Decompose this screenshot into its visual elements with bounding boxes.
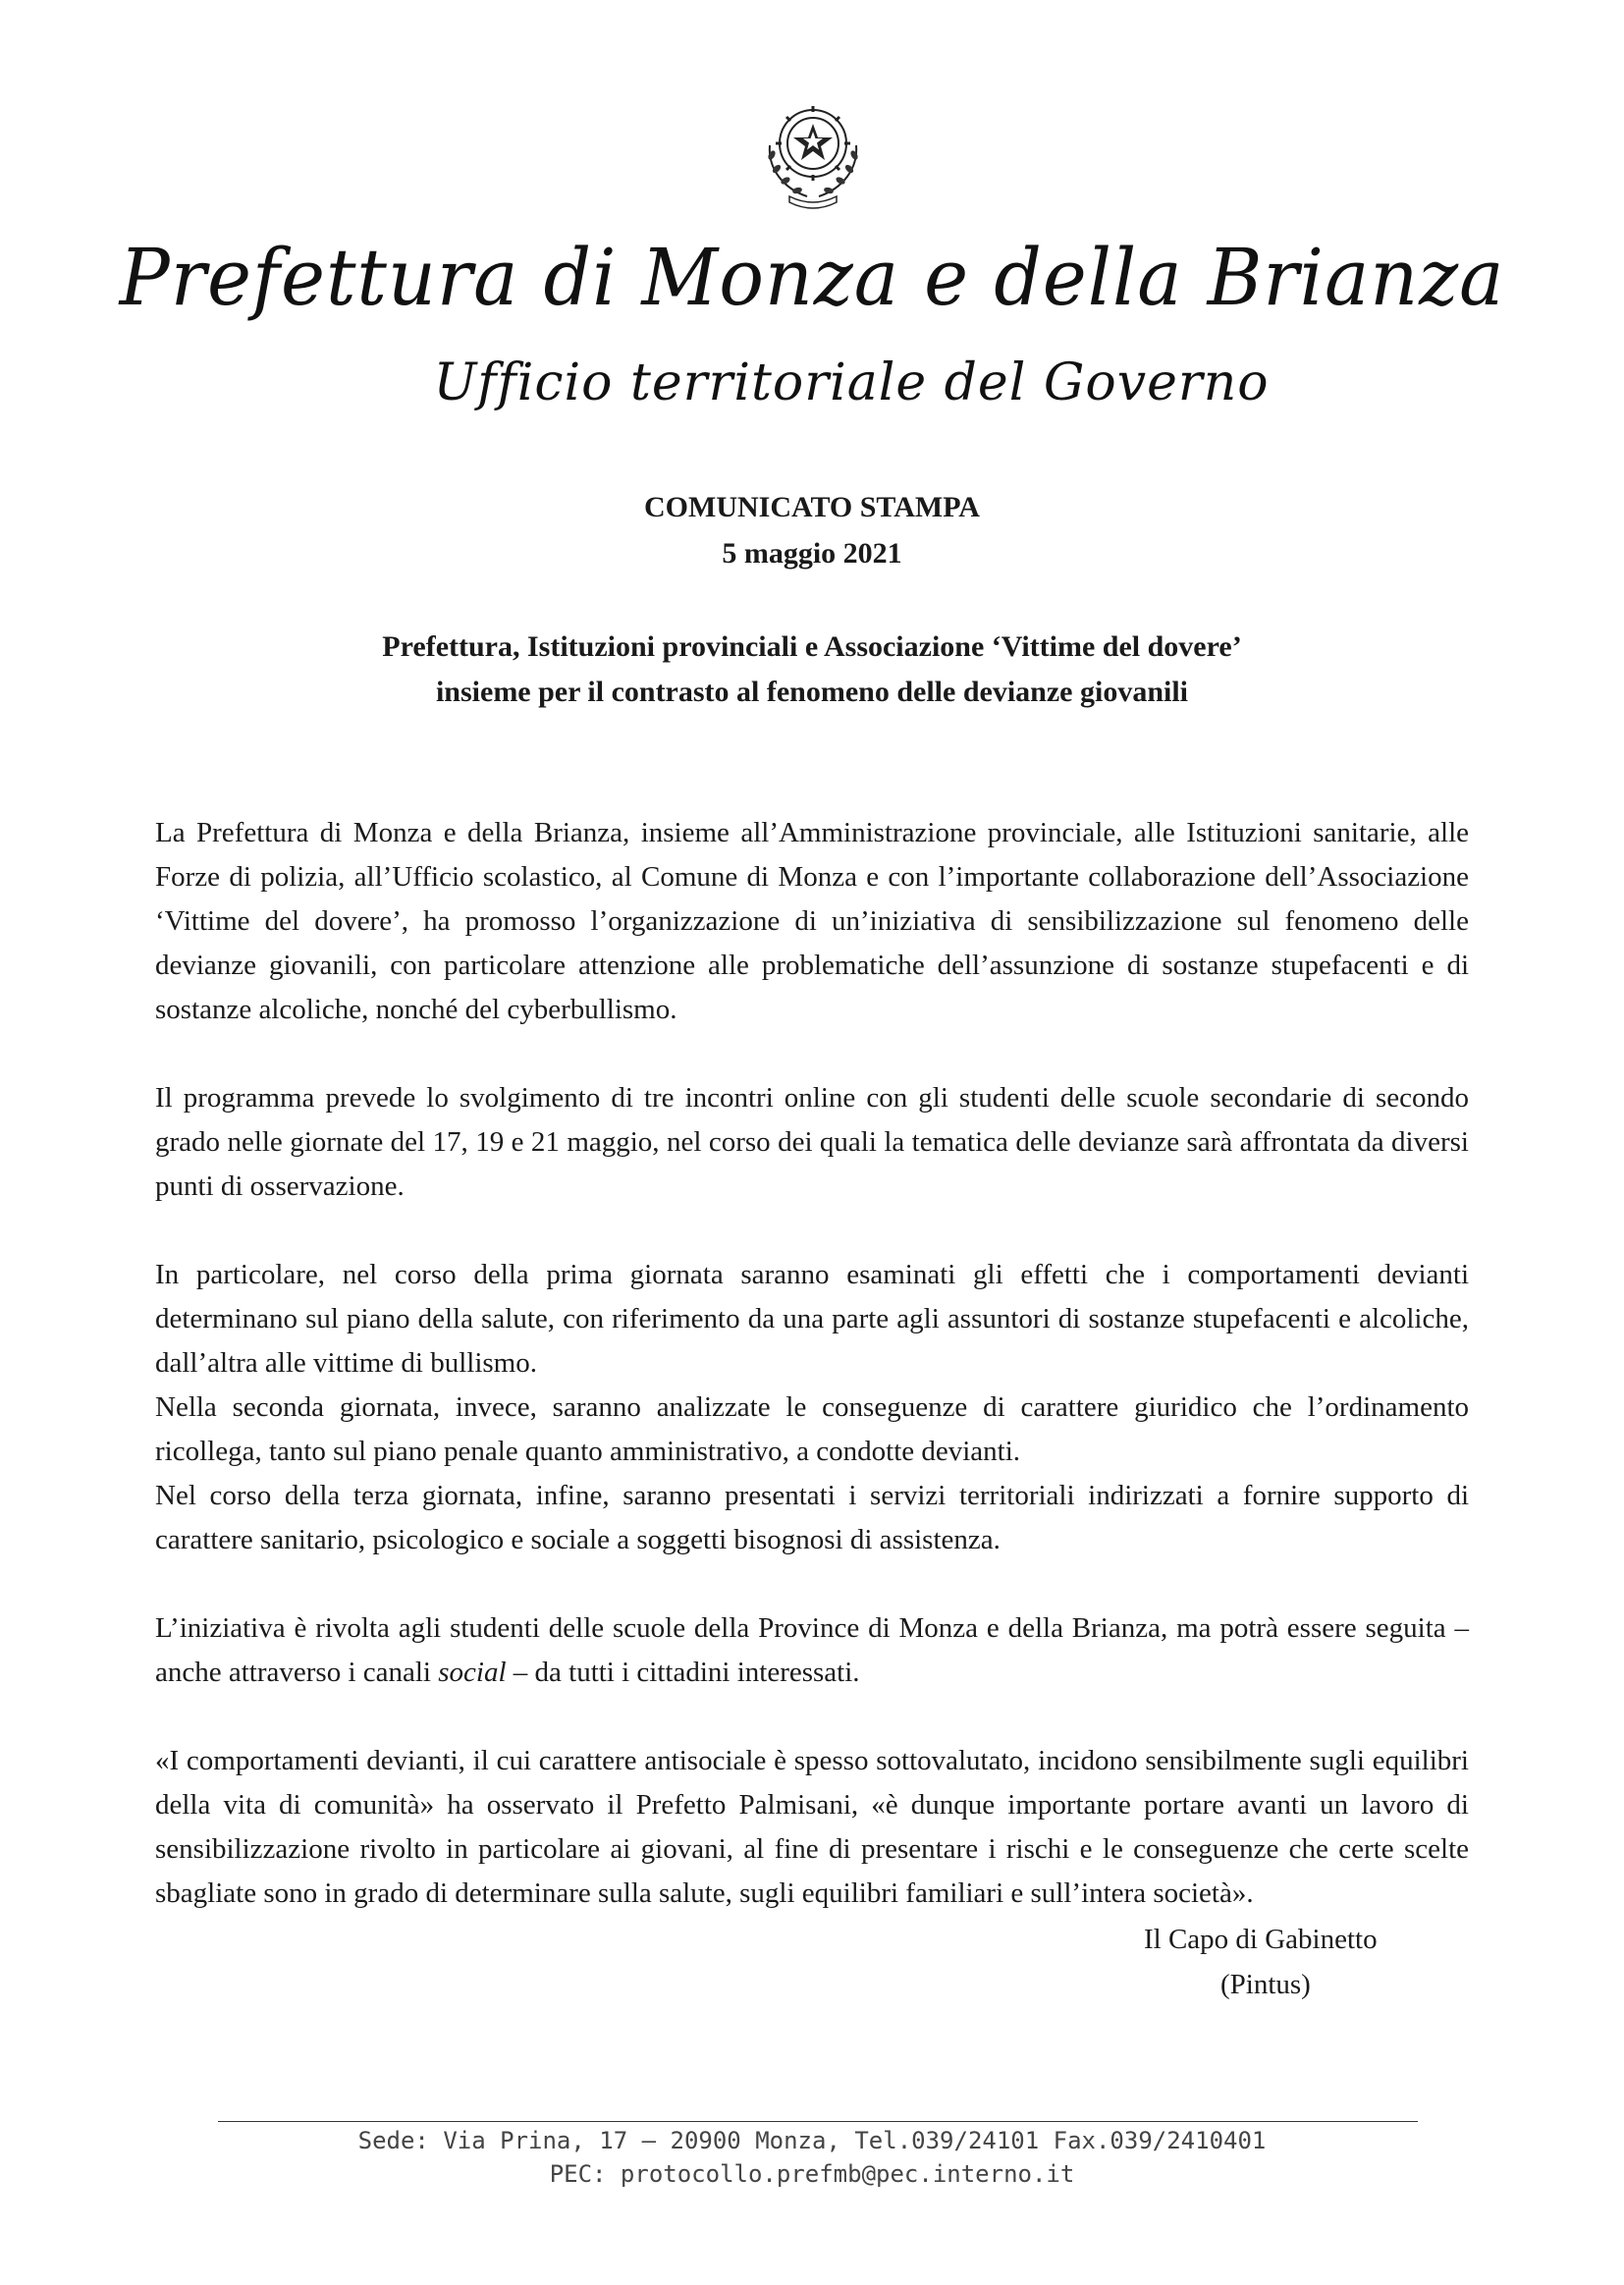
signature-role: Il Capo di Gabinetto bbox=[1144, 1924, 1378, 1955]
social-emphasis: social bbox=[438, 1657, 507, 1688]
press-release-date: 5 maggio 2021 bbox=[722, 537, 902, 570]
footer-address: Sede: Via Prina, 17 – 20900 Monza, Tel.039/24101 Fax.039/2410401 bbox=[357, 2127, 1267, 2154]
office-title: Prefettura di Monza e della Brianza bbox=[119, 232, 1505, 323]
body-paragraph-4-tail: – da tutti i cittadini interessati. bbox=[506, 1657, 860, 1688]
footer-divider bbox=[218, 2121, 1418, 2122]
body-paragraph-3b: Nella seconda giornata, invece, saranno analizzate le conseguenze di carattere giuridico che l’ordinamento ricollega, tanto sul piano penale quanto amministrativo, a condotte devianti. bbox=[155, 1391, 1469, 1467]
body-paragraph-2: Il programma prevede lo svolgimento di tre incontri online con gli studenti delle scuole secondarie di secondo grado nelle giornate del 17, 19 e 21 maggio, nel corso dei quali la tematica delle devianze sarà affrontata da diversi punti di osservazione. bbox=[155, 1082, 1469, 1202]
body-paragraph-3c: Nel corso della terza giornata, infine, saranno presentati i servizi territoriali indirizzati a fornire supporto di carattere sanitario, psicologico e sociale a soggetti bisognosi di assistenza. bbox=[155, 1480, 1469, 1555]
body-paragraph-3a: In particolare, nel corso della prima giornata saranno esaminati gli effetti che i comportamenti devianti determinano sul piano della salute, con riferimento da una parte agli assuntori di sostanze stupefacenti e alcoliche, dall’altra alle vittime di bullismo. bbox=[155, 1259, 1469, 1379]
body-paragraph-4-text: L’iniziativa è rivolta agli studenti delle scuole della Province di Monza e della Brianza, ma potrà essere seguita – anche attraverso i canali bbox=[155, 1612, 1469, 1688]
body-paragraph-1: La Prefettura di Monza e della Brianza, insieme all’Amministrazione provinciale, alle Istituzioni sanitarie, alle Forze di polizia, all’Ufficio scolastico, al Comune di Monza e con l’importante collaborazione dell’Associazione ‘Vittime del dovere’, ha promosso l’organizzazione di un’iniziativa di sensibilizzazione sul fenomeno delle devianze giovanili, con particolare attenzione alle problematiche dell’assunzione di sostanze stupefacenti e di sostanze alcoliche, nonché del cyberbullismo. bbox=[155, 817, 1469, 1025]
headline-line-1: Prefettura, Istituzioni provinciali e Associazione ‘Vittime del dovere’ bbox=[382, 630, 1242, 663]
body-paragraph-3 bbox=[155, 1253, 1469, 1562]
footer-pec: PEC: protocollo.prefmb@pec.interno.it bbox=[549, 2160, 1075, 2188]
press-release-label: COMUNICATO STAMPA bbox=[644, 491, 980, 523]
italian-republic-emblem bbox=[760, 86, 866, 212]
signature-name: (Pintus) bbox=[1220, 1969, 1311, 2000]
headline-line-2: insieme per il contrasto al fenomeno delle devianze giovanili bbox=[435, 676, 1189, 708]
headline bbox=[0, 625, 1624, 715]
body-paragraph-4 bbox=[155, 1606, 1469, 1695]
body-paragraph-5-quote: «I comportamenti devianti, il cui carattere antisociale è spesso sottovalutato, incidono sensibilmente sugli equilibri della vita di comunità» ha osservato il Prefetto Palmisani, «è dunque importante portare avanti un lavoro di sensibilizzazione rivolto in particolare ai giovani, al fine di presentare i rischi e le conseguenze che certe scelte sbagliate sono in grado di determinare sulla salute, sugli equilibri familiari e sull’intera società». bbox=[155, 1745, 1469, 1909]
office-subtitle: Ufficio territoriale del Governo bbox=[433, 354, 1270, 412]
